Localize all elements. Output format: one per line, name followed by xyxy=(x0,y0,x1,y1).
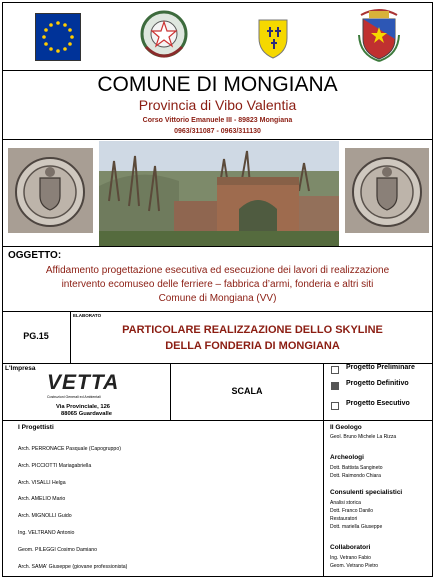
elaborato-label: ELABORATO xyxy=(73,313,102,318)
phase-checkbox[interactable] xyxy=(331,366,339,374)
divider xyxy=(2,420,433,421)
divider xyxy=(2,139,433,140)
consulente-line: Restauratori xyxy=(330,516,358,522)
progettista-name: Arch. SAMA' Giuseppe (giovane professionista) xyxy=(18,564,128,570)
consulenti-title: Consulenti specialistici xyxy=(330,489,403,496)
divider xyxy=(323,363,324,420)
phase-label: Progetto Definitivo xyxy=(346,380,409,387)
archeologi-title: Archeologi xyxy=(330,454,364,461)
address-line: Corso Vittorio Emanuele III - 89823 Mongiana xyxy=(142,117,293,124)
collaboratore-name: Ing. Vetrano Fabio xyxy=(330,555,371,561)
progettista-name: Geom. PILEGGI Cosimo Damiano xyxy=(18,547,97,553)
geologo-name: Geol. Bruno Michele La Rizza xyxy=(330,434,397,440)
progettista-name: Arch. AMELIO Mario xyxy=(18,496,66,502)
vetta-logo-tagline: Costruzioni Generali ed Ambientali xyxy=(47,395,101,399)
phase-checkbox[interactable] xyxy=(331,382,339,390)
collaboratore-name: Geom. Vetrano Pietro xyxy=(330,563,379,569)
divider xyxy=(2,311,433,312)
divider xyxy=(2,70,433,71)
phone-line: 0963/311087 - 0963/311130 xyxy=(174,128,261,135)
progettista-name: Arch. VISALLI Helga xyxy=(18,480,66,486)
collaboratori-title: Collaboratori xyxy=(330,544,371,551)
progettista-name: Arch. PERRONACE Pasquale (Capogruppo) xyxy=(18,446,121,452)
archeologo-name: Dott. Raimondo Chiara xyxy=(330,473,381,479)
impresa-label: L'Impresa xyxy=(5,365,36,372)
oggetto-line-1: Affidamento progettazione esecutiva ed esecuzione dei lavori di realizzazione xyxy=(45,265,390,276)
yellow-shield-logo xyxy=(256,16,290,60)
elaborato-title-line-2: DELLA FONDERIA DI MONGIANA xyxy=(165,340,340,352)
elaborato-title-line-1: PARTICOLARE REALIZZAZIONE DELLO SKYLINE xyxy=(122,324,383,336)
consulente-line: Analisi storica xyxy=(330,500,361,506)
archeologo-name: Dott. Battista Sangineto xyxy=(330,465,383,471)
phase-checkbox[interactable] xyxy=(331,402,339,410)
italian-republic-emblem-logo xyxy=(137,7,191,63)
impresa-street: Via Provinciale, 126 xyxy=(56,404,111,410)
consulente-line: Dott. Franco Danilo xyxy=(330,508,374,514)
phase-label: Progetto Esecutivo xyxy=(346,400,410,407)
impresa-city: 88065 Guardavalle xyxy=(61,411,112,417)
fonderia-ruins-photo xyxy=(99,141,339,246)
right-seal-image xyxy=(345,148,429,233)
left-seal-image xyxy=(8,148,93,233)
divider xyxy=(323,420,324,577)
vetta-logo: VETTA xyxy=(47,371,120,394)
progettisti-title: I Progettisti xyxy=(18,424,54,431)
divider xyxy=(70,311,71,363)
phase-label: Progetto Preliminare xyxy=(346,364,415,371)
eu-flag-logo xyxy=(35,13,81,61)
geologo-title: Il Geologo xyxy=(330,424,362,431)
municipality-title: COMUNE DI MONGIANA xyxy=(97,73,338,96)
province-coat-of-arms-logo xyxy=(356,5,402,63)
progettista-name: Arch. PICCIOTTI Mariagabriella xyxy=(18,463,92,469)
progettista-name: Arch. MIGNOLLI Guido xyxy=(18,513,72,519)
province-subtitle: Provincia di Vibo Valentia xyxy=(138,97,297,113)
scala-label: SCALA xyxy=(231,386,263,396)
oggetto-line-2: intervento ecomuseo delle ferriere – fabbrica d’armi, fonderia e altri siti xyxy=(61,279,374,290)
elaborato-code: PG.15 xyxy=(23,331,49,341)
oggetto-line-3: Comune di Mongiana (VV) xyxy=(158,293,277,304)
consulente-line: Dott. mariella Giuseppe xyxy=(330,524,383,530)
oggetto-label: OGGETTO: xyxy=(8,250,62,261)
progettista-name: Ing. VELTRANO Antonio xyxy=(18,530,75,536)
divider xyxy=(2,246,433,247)
